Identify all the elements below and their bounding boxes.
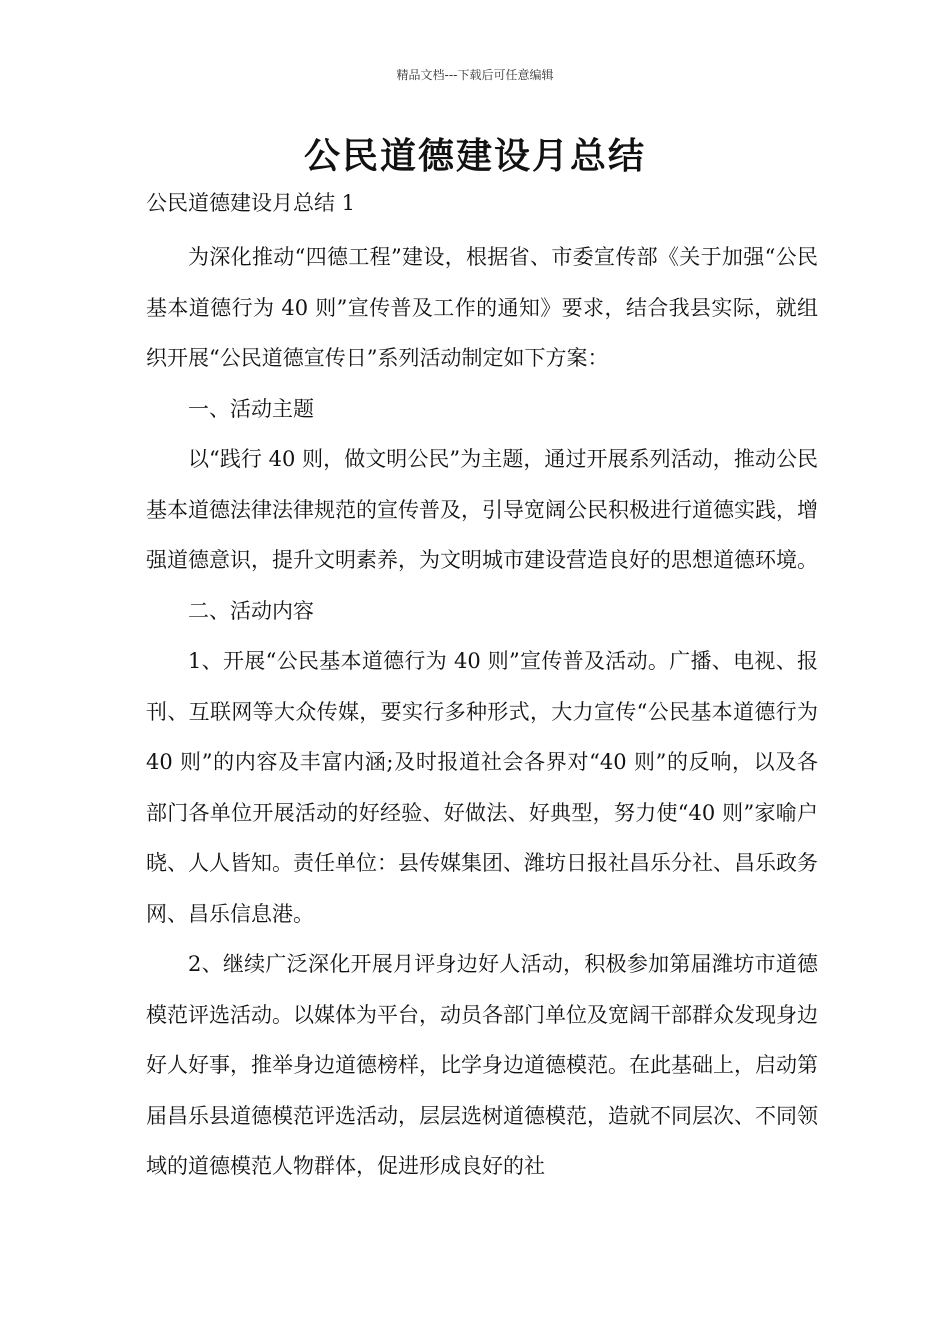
paragraph-item-1: 1、开展“公民基本道德行为 40 则”宣传普及活动。广播、电视、报刊、互联网等大众传媒，要实行多种形式，大力宣传“公民基本道德行为 40 则”的内容及丰富内涵;及时报道社会各界对“40 则”的反响，以及各部门各单位开展活动的好经验、好做法、好典型，努力使“40 则”家喻户晓、人人皆知。责任单位：县传媒集团、潍坊日报社昌乐分社、昌乐政务网、昌乐信息港。	[146, 649, 818, 926]
section-heading-content: 二、活动内容	[188, 598, 314, 623]
section-heading-theme: 一、活动主题	[188, 396, 314, 421]
paragraph-intro: 为深化推动“四德工程”建设，根据省、市委宣传部《关于加强“公民基本道德行为 40 则”宣传普及工作的通知》要求，结合我县实际，就组织开展“公民道德宣传日”系列活动制定如下方案：	[146, 245, 818, 370]
paragraph-theme: 以“践行 40 则，做文明公民”为主题，通过开展系列活动，推动公民基本道德法律法律规范的宣传普及，引导宽阔公民积极进行道德实践，增强道德意识，提升文明素养，为文明城市建设营造良好的思想道德环境。	[146, 447, 818, 572]
document-title: 公民道德建设月总结	[303, 136, 646, 177]
document-body	[146, 232, 818, 1192]
document-subtitle: 公民道德建设月总结 1	[146, 191, 356, 215]
paragraph-item-2: 2、继续广泛深化开展月评身边好人活动，积极参加第届潍坊市道德模范评选活动。以媒体为平台，动员各部门单位及宽阔干部群众发现身边好人好事，推举身边道德榜样，比学身边道德模范。在此基础上，启动第届昌乐县道德模范评选活动，层层选树道德模范，造就不同层次、不同领域的道德模范人物群体，促进形成良好的社	[146, 952, 818, 1178]
header-note: 精品文档---下载后可任意编辑	[396, 68, 554, 82]
